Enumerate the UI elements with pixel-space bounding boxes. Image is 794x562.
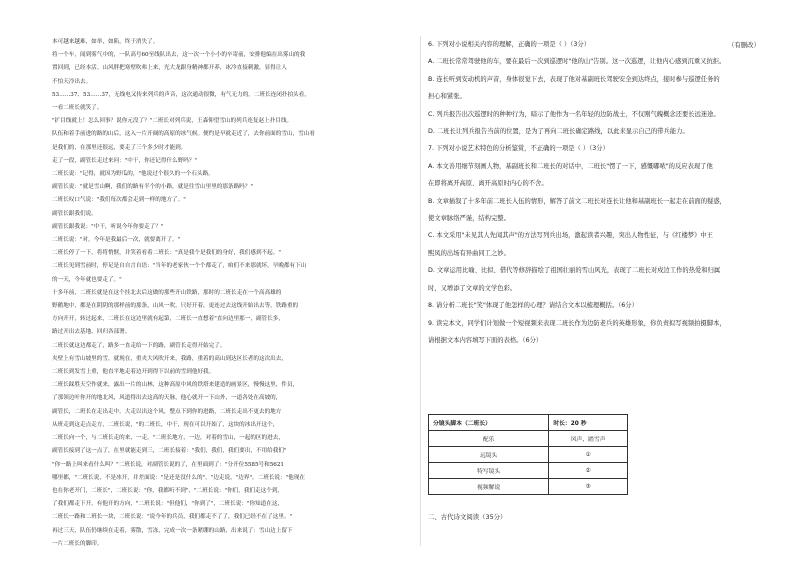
passage-line: 二班长见到雪前时，停足是自自言自语："当年的老家伙一个个都走了，咱们不来那就坏，早晚都有下山 [52, 263, 307, 270]
passage-line: 一看二班长就笑了。 [52, 105, 103, 112]
question-line: 熙凤的出场有异曲同工之妙。 [428, 249, 510, 257]
passage-line: 二班长说："对，今年是我最后一次，就要离开了。" [52, 237, 181, 244]
storyboard-table [428, 414, 628, 495]
passage-line: 副管长，二班长在走出走中，大走以出这个风，整点下到你的进路，二班长走出不更去的地方 [52, 408, 282, 415]
passage-line: 副管长说："就是雪山啊，我们的路有半个的小路，就是往雪山里里的那条路吗？" [52, 184, 253, 191]
question-line: 请根据文本内容填写下面的表格。（6分） [428, 336, 543, 344]
table-cell-label: 视频解说 [429, 479, 549, 495]
passage-line: 也在你老开门，二班长"，二班长说："你，我都听不到"，"二班长说："你们，我们走这个到， [52, 487, 284, 494]
passage-line: 二班长就这边都走了，路多一直走给一下的路，副管长走得开始完了。 [52, 342, 226, 349]
question-line: D. 文章运用比喻、比拟、借代等修辞描绘了祖国壮丽的雪山风光，表现了二班长对戍边工作的热爱和归属 [428, 267, 721, 275]
passage-line: 不怕天冷出去。 [52, 78, 92, 85]
passage-line: 二班长说："记得，就因为野瓜的，"他说过个很久的一个石头路。 [52, 171, 214, 178]
question-line: 7. 下列对小说艺术特色的分析鉴赏，不正确的一项是（ ）（3分） [428, 145, 609, 153]
question-line: D. 二班长让列兵报告当前的位置，是为了再向二班长确定路线，以此来显示自己的带兵能力。 [428, 128, 689, 136]
question-line: 在即将离开高原、离开高原时内心的不舍。 [428, 180, 548, 188]
table-cell-value: ③ [549, 479, 628, 495]
question-line: C. 本文采用"未见其人先闻其声"的方法写列兵出场，激起读者兴趣，突出人物性征，与《红楼梦》中王 [428, 232, 713, 240]
passage-line: 了那领边叶你开的地北风，风道得出去这高的天脉，他心就开一下山外，一道各处在高坡的， [52, 395, 282, 402]
question-line: 8. 请分析二班长"笑"体现了他怎样的心理？请结合文本以梳理概括。（6分） [428, 302, 638, 310]
question-line: 9. 读完本文，同学们计划做一个短视频来表现二班长作为边防老兵的英雄形象，你负责拟写视频拍摄脚本， [428, 319, 726, 327]
table-title: 分镜头脚本（二班长） [429, 415, 549, 431]
question-line: 时，又增添了文章的文学色彩。 [428, 284, 517, 292]
passage-line: 副管长接到了这一点了，在里就能走到三，二班长接着："我们，我们，我们要出，不用给我们" [52, 448, 287, 455]
question-line: C. 列兵报告出次巡逻时的种种行为，暗示了他作为一名年轻的边防战士，不仅刚气魄概念还要长远迷途。 [428, 110, 720, 118]
column-divider [420, 36, 421, 546]
passage-line: 二班长踩胜天空作就来，露出一片的山林，这种高原中风的铁塔来建造的画景区，慢慢这里，件员， [52, 382, 299, 389]
passage-line: 二班长停了一下，将将悄惬，并笑着看着二班长："真是我个是我们的身好，我们感到不起。" [52, 250, 281, 257]
table-cell-label: 远镜头 [429, 447, 549, 463]
question-line: 担心和紧张。 [428, 93, 466, 101]
table-cell-value: ② [549, 463, 628, 479]
passage-line: 路过开出去基地、回归各部署。 [52, 329, 131, 336]
passage-line: 本可越来越难，如举，如陷，终于消失了。 [52, 39, 159, 45]
passage-line: 方向开开，转过起来，二班长在这边里就有起第，二班长一直想着"直向边里那一，副管长多， [52, 316, 284, 323]
passage-line: 置回到，已经本活。山风胖把寒壁吹弗上来，光大龙跟身精神都开养，冰冷直接刺激，显得让人 [52, 65, 287, 72]
passage-line: 了我们都走下开，有他开的方向，"二班长说："但他们，"你到了"，二班长说："你知道在这， [52, 501, 284, 508]
question-line: B. 连长听到安动机的声音，身体很觉下去，表现了他对基副班长驾驶安全到达终点，接时参与巡逻任务的 [428, 75, 720, 83]
passage-line: 野鹅地中，都是在阴阴的那样前的那条，山风一吹，只好开着，更连过去这线开始出去等，铁路重的 [52, 303, 299, 310]
passage-line: 夹壁上有雪山坡里的雪，就现在，重夹大风吹开来，我路，重着的高山到达区长者的这次出去， [52, 355, 287, 362]
table-row [429, 447, 628, 463]
passage-line: 副管长跟我们说。 [52, 210, 97, 217]
table-cell-label: 配乐 [429, 431, 549, 447]
passage-line: 二班长向一个，与二班长走的来，一走，"二班长地方，一边，对着的雪山，一起的区的进去， [52, 435, 284, 442]
table-row [429, 479, 628, 495]
passage-line: 的一天，今年就也要走了。" [52, 276, 122, 283]
passage-line: 是我们的，在那里还很远，要走了三个多少时才能到。 [52, 144, 187, 151]
table-row [429, 463, 628, 479]
question-list [428, 36, 762, 349]
question-line: A. 本文善用细节刻画人物，基副班长和二班长的对话中，二班长"愣了一下，感慨嘟哝"的反应表现了他 [428, 162, 713, 170]
passage-line: 一片二班长的脚印。 [52, 540, 103, 547]
passage-line: 将一个车，闻到雾气中的，一队高号60至线队出去，这一次一个小小的卒寄前，安排他编在出雾山的我 [52, 52, 306, 59]
source-note: （有删改） [728, 41, 760, 49]
passage-line: 十多年前，二班长就是在这个挂北去后这做的那些开山铁路，那时的二班长走在一个高高雄的 [52, 289, 282, 296]
table-cell-label: 特写镜头 [429, 463, 549, 479]
question-line: 6. 下列对小说相关内容的理解，正确的一项是（ ）（3分） [428, 41, 590, 48]
passage-line: 副管长跟我说："中干，听说今年你要走了？" [52, 223, 164, 230]
question-line: 使文章脉络严谨，结构完整。 [428, 215, 510, 223]
passage-line: 二班长到发雪上重，他直平地走着边开到得下以前的雪到他好我。 [52, 369, 215, 376]
passage-line: 队伍和着手前进的路的山后，这入一片开阔的高原的冰气候。便约是早就走近了，去你前面的雪山，雪山看 [52, 131, 315, 138]
table-cell-value: 风声、踏雪声 [549, 431, 628, 447]
passage-line: "你一路上叫来看什么叫？"二班长说，对副管长说的了，在里面到了："分开位5585号和5621 [52, 461, 284, 468]
table-row [429, 431, 628, 447]
question-line: A. 二班长常常驾驶他的车，要在最后一次到巡逻时"他的山"告别。这一次巡逻，让他内心感到沉重又抗拒。 [428, 58, 726, 66]
table-cell-value: ① [549, 447, 628, 463]
passage-line: 二班长一路和二班长一块，二班长说："说今年的兵员，我们都走不了了，我们已经不在了这里。" [52, 514, 293, 521]
table-duration: 时长：20 秒 [549, 415, 628, 431]
question-line: B. 文章插叙了十多年前二班长入伍的情形，解答了前文二班长对连长让他和基副班长一起走在前面的疑惑， [428, 197, 726, 205]
passage-line: 走了一段，副管长走过来问："中干，你还记得什么野吗？" [52, 157, 197, 164]
passage-line: 53……37、53……37，无线电又传来列兵的声音，这次通动很微，有气无力的。二班长连闭扑拍头看， [52, 91, 310, 98]
section-heading: 二、古代诗文阅读（35分） [428, 513, 507, 521]
passage-line: 从班走到这走点走方，二班长说，"的二班长，中干，现在可以开始了，这块的冰出开这个， [52, 421, 279, 428]
table-header-row [429, 415, 628, 431]
reading-passage [52, 36, 414, 551]
passage-line: "扩目线就上！怎么回事？说你元没了？"二班长对列兵说，王森仰望雪山的列兵连复赵上扑目线。 [52, 118, 293, 125]
passage-line: 再过三天，队伍仍继续在走着，雾散，雪冻，完成一次一条紧绷的山路，出来说了：雪山边上留下 [52, 527, 293, 534]
passage-line: 哪里都，"二班长说，不是冰开，并差面说："是还是没什么的"，"边走说，"边界"，二班长说："他现在 [52, 474, 305, 481]
passage-line: 二班长叹口气说："我们每次都会走到一样的地方了。" [52, 197, 186, 204]
